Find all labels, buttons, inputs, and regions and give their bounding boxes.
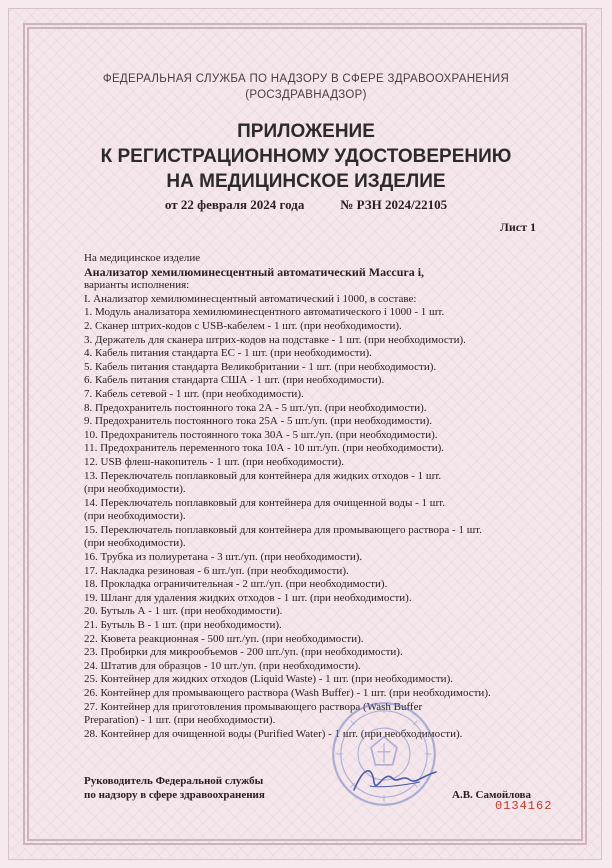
component-list-item: 5. Кабель питания стандарта Великобритании - 1 шт. (при необходимости). xyxy=(84,360,437,373)
document-subtitle-1: К РЕГИСТРАЦИОННОМУ УДОСТОВЕРЕНИЮ xyxy=(100,146,512,167)
component-list-item: 13. Переключатель поплавковый для контейнера для жидких отходов - 1 шт. xyxy=(84,469,442,482)
component-list-item: 14. Переключатель поплавковый для контейнера для очищенной воды - 1 шт. xyxy=(84,496,446,509)
component-list-item: 7. Кабель сетевой - 1 шт. (при необходимости). xyxy=(84,387,304,400)
component-list-item: 2. Сканер штрих-кодов с USB-кабелем - 1 шт. (при необходимости). xyxy=(84,319,402,332)
document-title: ПРИЛОЖЕНИЕ xyxy=(237,121,375,142)
component-list-item: 12. USB флеш-накопитель - 1 шт. (при необходимости). xyxy=(84,455,344,468)
component-list-item: 19. Шланг для удаления жидких отходов - 1 шт. (при необходимости). xyxy=(84,591,412,604)
component-list-item: 18. Прокладка ограничительная - 2 шт./уп. (при необходимости). xyxy=(84,578,388,591)
component-list-item: 24. Штатив для образцов - 10 шт./уп. (при необходимости). xyxy=(84,659,361,672)
signatory-position-line2: по надзору в сфере здравоохранения xyxy=(84,789,265,801)
device-name: Анализатор хемилюминесцентный автоматический Maccura i, xyxy=(84,264,425,279)
component-list-item: 1. Модуль анализатора хемилюминесцентного автоматического i 1000 - 1 шт. xyxy=(84,306,445,319)
component-list-item: 22. Кювета реакционная - 500 шт./уп. (при необходимости). xyxy=(84,632,364,645)
document-body xyxy=(84,252,554,741)
sheet-number: Лист 1 xyxy=(499,220,536,234)
component-list-item: (при необходимости). xyxy=(84,537,186,550)
component-list-item: 10. Предохранитель постоянного тока 30А - 5 шт./уп. (при необходимости). xyxy=(84,428,438,441)
component-list-item: 3. Держатель для сканера штрих-кодов на подставке - 1 шт. (при необходимости). xyxy=(84,333,466,346)
component-list-item: 27. Контейнер для приготовления промывающего раствора (Wash Buffer xyxy=(84,700,423,713)
component-list-item: 20. Бутыль А - 1 шт. (при необходимости). xyxy=(84,605,283,618)
serial-number: 0134162 xyxy=(495,799,553,813)
component-list-item: Preparation) - 1 шт. (при необходимости). xyxy=(84,714,276,727)
component-list-item: 17. Накладка резиновая - 6 шт./уп. (при необходимости). xyxy=(84,564,349,577)
registration-line xyxy=(0,197,612,213)
component-list-item: 8. Предохранитель постоянного тока 2А - 5 шт./уп. (при необходимости). xyxy=(84,401,427,414)
component-list-item: 21. Бутыль В - 1 шт. (при необходимости). xyxy=(84,619,282,632)
registration-date: от 22 февраля 2024 года xyxy=(164,197,305,212)
registration-number: № РЗН 2024/22105 xyxy=(340,197,448,212)
agency-name: ФЕДЕРАЛЬНАЯ СЛУЖБА ПО НАДЗОРУ В СФЕРЕ ЗДРАВООХРАНЕНИЯ xyxy=(102,73,510,85)
component-list-item: 26. Контейнер для промывающего раствора (Wash Buffer) - 1 шт. (при необходимости). xyxy=(84,687,491,699)
signatory-position xyxy=(84,774,265,802)
component-list-item: 23. Пробирки для микрообъемов - 200 шт./уп. (при необходимости). xyxy=(84,646,403,659)
signatory-name: А.В. Самойлова xyxy=(452,789,531,801)
variant-heading: I. Анализатор хемилюминесцентный автоматический i 1000, в составе: xyxy=(84,292,417,305)
variants-label: варианты исполнения: xyxy=(84,279,190,292)
component-list xyxy=(84,306,554,741)
agency-abbreviation: (РОСЗДРАВНАДЗОР) xyxy=(245,89,367,101)
document-subtitle-2: НА МЕДИЦИНСКОЕ ИЗДЕЛИЕ xyxy=(166,171,446,192)
component-list-item: 9. Предохранитель постоянного тока 25А - 5 шт./уп. (при необходимости). xyxy=(84,415,432,428)
component-list-item: 25. Контейнер для жидких отходов (Liquid Waste) - 1 шт. (при необходимости). xyxy=(84,673,453,686)
component-list-item: 6. Кабель питания стандарта США - 1 шт. (при необходимости). xyxy=(84,374,385,387)
component-list-item: 28. Контейнер для очищенной воды (Purified Water) - 1 шт. (при необходимости). xyxy=(84,727,463,740)
component-list-item: (при необходимости). xyxy=(84,510,186,523)
component-list-item: (при необходимости). xyxy=(84,483,186,496)
signatory-position-line1: Руководитель Федеральной службы xyxy=(84,775,264,787)
component-list-item: 4. Кабель питания стандарта ЕС - 1 шт. (при необходимости). xyxy=(84,347,372,360)
intro-label: На медицинское изделие xyxy=(84,252,201,264)
handwritten-signature-icon xyxy=(350,760,440,800)
component-list-item: 11. Предохранитель переменного тока 10А - 10 шт./уп. (при необходимости). xyxy=(84,442,445,455)
component-list-item: 16. Трубка из полиуретана - 3 шт./уп. (при необходимости). xyxy=(84,551,363,564)
component-list-item: 15. Переключатель поплавковый для контейнера для промывающего раствора - 1 шт. xyxy=(84,523,482,536)
